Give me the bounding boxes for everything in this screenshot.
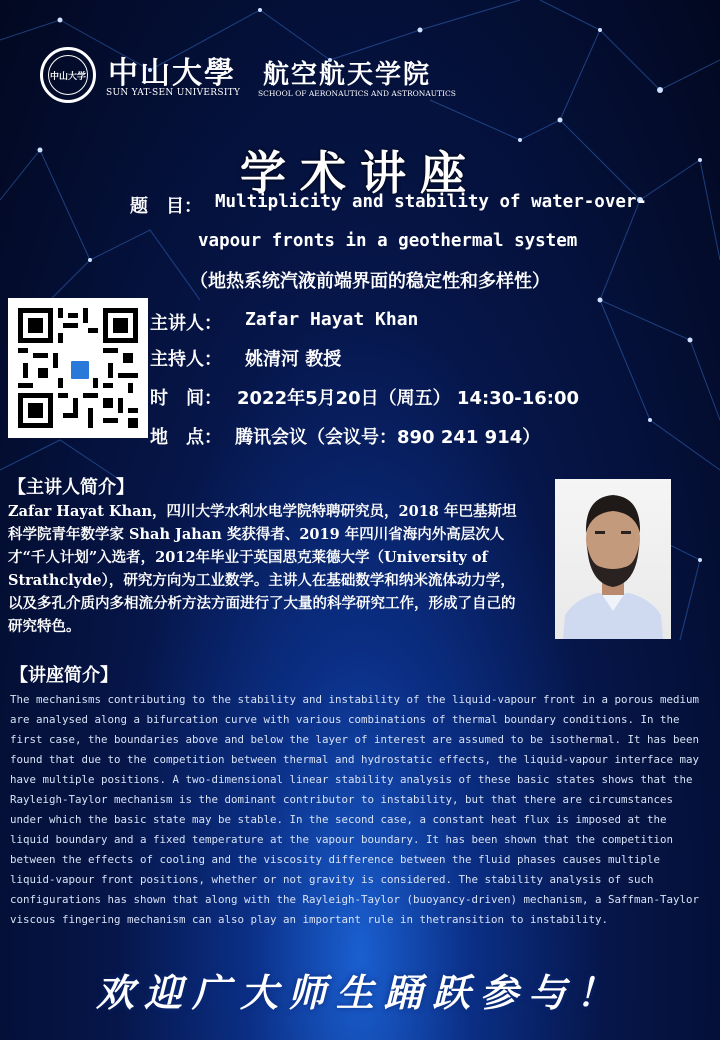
host-name: 姚清河 教授 xyxy=(245,349,342,370)
university-logo xyxy=(40,47,96,103)
talk-time: 2022年5月20日（周五） 14:30-16:00 xyxy=(237,388,579,409)
topic-line-2: vapour fronts in a geothermal system xyxy=(198,231,578,251)
university-name-cn: 中山大學 xyxy=(108,56,236,91)
logo-text: 中山大学 xyxy=(48,55,88,95)
poster-title: 学术讲座 xyxy=(240,146,480,200)
topic-line-1: Multiplicity and stability of water-over- xyxy=(215,192,647,212)
qr-logo-icon xyxy=(69,359,91,381)
place-label: 地 点： xyxy=(150,427,222,448)
speaker-name: Zafar Hayat Khan xyxy=(245,309,419,330)
talk-place: 腾讯会议（会议号：890 241 914） xyxy=(235,427,541,448)
speaker-photo xyxy=(555,479,671,639)
topic-cn: （地热系统汽液前端界面的稳定性和多样性） xyxy=(190,271,550,292)
topic-label: 题 目： xyxy=(130,196,202,217)
school-name-cn: 航空航天学院 xyxy=(263,60,432,90)
lecture-abstract: The mechanisms contributing to the stability and instability of the liquid-vapour front in a porous medium are analysed along a bifurcation curve with various combinations of thermal boundary conditions. In the first case, the boundaries above and below the layer of interest are assumed to be isothermal. It has been found that due to the competition between thermal and hydrostatic effects, the liquid-vapour interface may have multiple positions. A two-dimensional linear stability analysis of these basic states shows that the Rayleigh-Taylor mechanism is the dominant contributor to instability, but that there are circumstances under which the basic state may be stable. In the second case, a constant heat flux is imposed at the liquid boundary and a fixed temperature at the vapour boundary. It has been shown that the competition between the effects of cooling and the viscosity difference between the fluid phases causes multiple liquid-vapour front positions, whether or not gravity is considered. The stability analysis of such configurations has shown that along with the Rayleigh-Taylor (buoyancy-driven) mechanism, a Saffman-Taylor viscous fingering mechanism can also play an important rule in thetransition to instability. xyxy=(10,693,700,926)
host-label: 主持人： xyxy=(150,349,222,370)
qr-code[interactable] xyxy=(8,298,148,438)
welcome-slogan: 欢迎广大师生踊跃参与！ xyxy=(95,970,624,1015)
university-name-en: SUN YAT-SEN UNIVERSITY xyxy=(106,88,241,98)
time-label: 时 间： xyxy=(150,388,222,409)
lecture-section-heading: 【讲座简介】 xyxy=(10,665,118,686)
speaker-label: 主讲人： xyxy=(150,313,222,334)
speaker-bio: Zafar Hayat Khan，四川大学水利水电学院特聘研究员，2018 年巴基斯坦科学院青年数学家 Shah Jahan 奖获得者、2019 年四川省海内外高层次人才“千人计划”入选者，2012年毕业于英国思克莱德大学（University of Strathclyde），研究方向为工业数学。主讲人在基础数学和纳米流体动力学，以及多孔介质内多相流分析方法方面进行了大量的科学研究工作，形成了自己的研究特色。 xyxy=(8,503,517,635)
school-name-en: SCHOOL OF AERONAUTICS AND ASTRONAUTICS xyxy=(258,89,456,98)
speaker-section-heading: 【主讲人简介】 xyxy=(8,477,134,498)
